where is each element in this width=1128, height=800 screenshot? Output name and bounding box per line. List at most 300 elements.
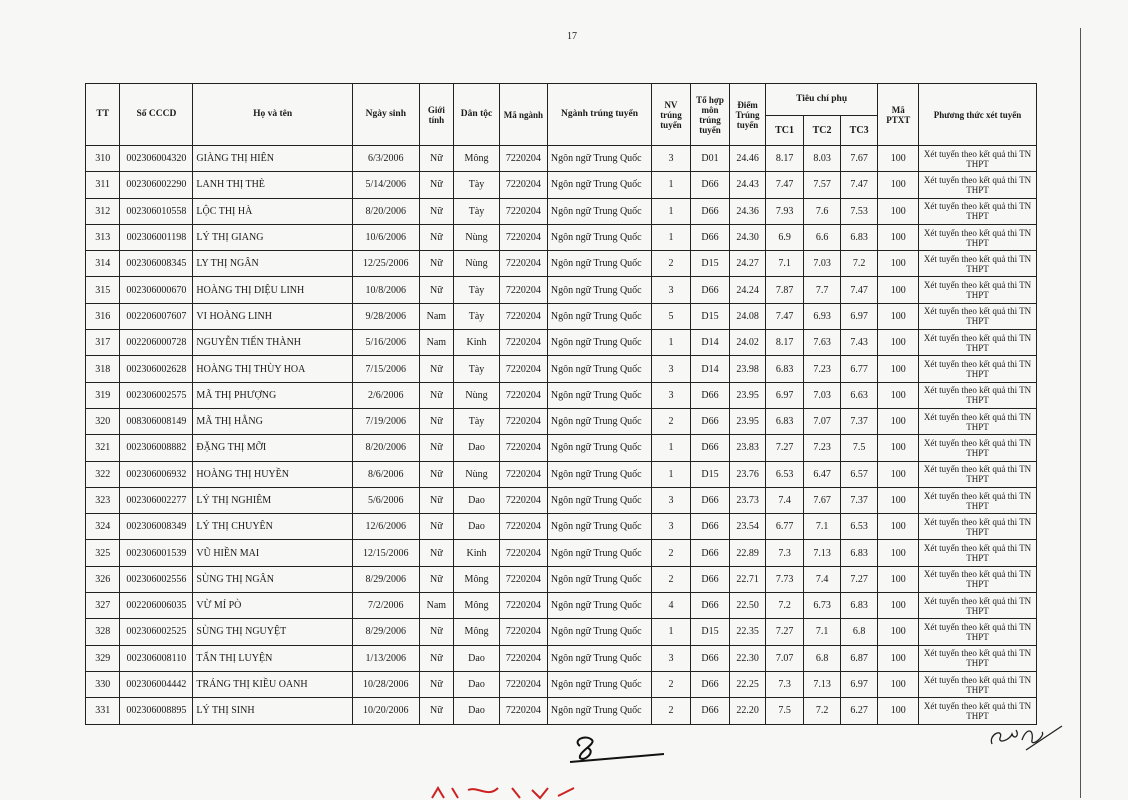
cell-name: HOÀNG THỊ THÙY HOA: [193, 356, 353, 382]
cell-major-code: 7220204: [499, 251, 547, 277]
cell-method: Xét tuyển theo kết quả thi TN THPT: [919, 514, 1037, 540]
cell-cccd: 002306008345: [120, 251, 193, 277]
cell-dob: 10/28/2006: [352, 671, 419, 697]
cell-combo: D66: [690, 277, 730, 303]
cell-method: Xét tuyển theo kết quả thi TN THPT: [919, 146, 1037, 172]
cell-score: 22.89: [730, 540, 765, 566]
cell-method: Xét tuyển theo kết quả thi TN THPT: [919, 540, 1037, 566]
cell-dob: 10/8/2006: [352, 277, 419, 303]
cell-tc3: 7.27: [840, 566, 878, 592]
cell-ethnicity: Dao: [454, 435, 500, 461]
cell-dob: 2/6/2006: [352, 382, 419, 408]
cell-tt: 311: [86, 172, 120, 198]
cell-tc2: 8.03: [804, 146, 840, 172]
cell-ethnicity: Kinh: [454, 540, 500, 566]
cell-major-code: 7220204: [499, 593, 547, 619]
header-combo: Tổ hợp môn trúng tuyển: [690, 84, 730, 146]
cell-major: Ngôn ngữ Trung Quốc: [547, 198, 651, 224]
cell-combo: D66: [690, 671, 730, 697]
cell-tc2: 7.13: [804, 671, 840, 697]
cell-tc2: 7.67: [804, 487, 840, 513]
cell-gender: Nữ: [419, 435, 453, 461]
cell-dob: 5/14/2006: [352, 172, 419, 198]
cell-ptxt: 100: [878, 487, 919, 513]
cell-score: 24.27: [730, 251, 765, 277]
cell-combo: D66: [690, 645, 730, 671]
table-row: [86, 593, 1037, 619]
table-row: [86, 198, 1037, 224]
cell-score: 22.71: [730, 566, 765, 592]
cell-major: Ngôn ngữ Trung Quốc: [547, 619, 651, 645]
cell-gender: Nữ: [419, 671, 453, 697]
cell-tt: 324: [86, 514, 120, 540]
header-score: Điểm Trúng tuyển: [730, 84, 765, 146]
cell-name: SÙNG THỊ NGÂN: [193, 566, 353, 592]
cell-ptxt: 100: [878, 593, 919, 619]
table-row: [86, 382, 1037, 408]
table-row: [86, 172, 1037, 198]
cell-cccd: 002306008349: [120, 514, 193, 540]
cell-tc3: 6.8: [840, 619, 878, 645]
cell-tc3: 6.27: [840, 698, 878, 724]
cell-major-code: 7220204: [499, 146, 547, 172]
cell-dob: 5/6/2006: [352, 487, 419, 513]
cell-major: Ngôn ngữ Trung Quốc: [547, 330, 651, 356]
cell-ptxt: 100: [878, 277, 919, 303]
cell-gender: Nữ: [419, 487, 453, 513]
cell-ethnicity: Nùng: [454, 224, 500, 250]
cell-ethnicity: Nùng: [454, 382, 500, 408]
cell-tc3: 6.97: [840, 671, 878, 697]
cell-ptxt: 100: [878, 146, 919, 172]
cell-tc3: 7.47: [840, 172, 878, 198]
cell-cccd: 002306001198: [120, 224, 193, 250]
cell-combo: D66: [690, 382, 730, 408]
cell-ptxt: 100: [878, 224, 919, 250]
cell-dob: 8/20/2006: [352, 435, 419, 461]
cell-major-code: 7220204: [499, 566, 547, 592]
cell-name: ĐẶNG THỊ MỠI: [193, 435, 353, 461]
cell-nv: 3: [652, 146, 691, 172]
cell-method: Xét tuyển theo kết quả thi TN THPT: [919, 645, 1037, 671]
cell-gender: Nữ: [419, 356, 453, 382]
cell-tc2: 7.6: [804, 198, 840, 224]
cell-method: Xét tuyển theo kết quả thi TN THPT: [919, 461, 1037, 487]
cell-tt: 321: [86, 435, 120, 461]
header-ptxt: Mã PTXT: [878, 84, 919, 146]
cell-cccd: 002306008882: [120, 435, 193, 461]
cell-ptxt: 100: [878, 408, 919, 434]
table-row: [86, 671, 1037, 697]
table-row: [86, 435, 1037, 461]
table-row: [86, 224, 1037, 250]
cell-major-code: 7220204: [499, 540, 547, 566]
cell-tc1: 6.83: [765, 356, 804, 382]
cell-nv: 1: [652, 619, 691, 645]
cell-tc1: 6.53: [765, 461, 804, 487]
cell-tt: 328: [86, 619, 120, 645]
cell-tc2: 7.07: [804, 408, 840, 434]
cell-major-code: 7220204: [499, 698, 547, 724]
cell-ptxt: 100: [878, 330, 919, 356]
cell-major-code: 7220204: [499, 198, 547, 224]
cell-tt: 323: [86, 487, 120, 513]
cell-score: 23.83: [730, 435, 765, 461]
cell-major: Ngôn ngữ Trung Quốc: [547, 277, 651, 303]
cell-name: VŨ HIỀN MAI: [193, 540, 353, 566]
cell-major: Ngôn ngữ Trung Quốc: [547, 540, 651, 566]
cell-dob: 12/15/2006: [352, 540, 419, 566]
table-row: [86, 698, 1037, 724]
cell-cccd: 002206007607: [120, 303, 193, 329]
cell-nv: 3: [652, 356, 691, 382]
cell-ethnicity: Dao: [454, 671, 500, 697]
cell-nv: 1: [652, 172, 691, 198]
cell-tc3: 6.63: [840, 382, 878, 408]
cell-combo: D66: [690, 172, 730, 198]
signature-mark: [566, 732, 666, 766]
cell-tc3: 7.37: [840, 487, 878, 513]
cell-method: Xét tuyển theo kết quả thi TN THPT: [919, 330, 1037, 356]
cell-method: Xét tuyển theo kết quả thi TN THPT: [919, 408, 1037, 434]
cell-gender: Nữ: [419, 566, 453, 592]
table-row: [86, 540, 1037, 566]
cell-tc1: 6.9: [765, 224, 804, 250]
cell-score: 23.95: [730, 382, 765, 408]
cell-combo: D66: [690, 224, 730, 250]
table-row: [86, 408, 1037, 434]
cell-score: 24.36: [730, 198, 765, 224]
cell-nv: 1: [652, 461, 691, 487]
cell-tt: 318: [86, 356, 120, 382]
cell-cccd: 002306002556: [120, 566, 193, 592]
cell-cccd: 002306002628: [120, 356, 193, 382]
cell-cccd: 002306002525: [120, 619, 193, 645]
cell-score: 23.73: [730, 487, 765, 513]
header-method: Phương thức xét tuyển: [919, 84, 1037, 146]
cell-combo: D14: [690, 356, 730, 382]
cell-cccd: 002306002290: [120, 172, 193, 198]
cell-tc1: 7.3: [765, 671, 804, 697]
cell-major-code: 7220204: [499, 514, 547, 540]
header-ethnicity: Dân tộc: [454, 84, 500, 146]
cell-gender: Nữ: [419, 645, 453, 671]
cell-tt: 330: [86, 671, 120, 697]
cell-ethnicity: Tày: [454, 172, 500, 198]
cell-method: Xét tuyển theo kết quả thi TN THPT: [919, 671, 1037, 697]
cell-tc3: 6.87: [840, 645, 878, 671]
cell-dob: 12/25/2006: [352, 251, 419, 277]
cell-ptxt: 100: [878, 645, 919, 671]
cell-nv: 1: [652, 330, 691, 356]
cell-combo: D15: [690, 251, 730, 277]
cell-ptxt: 100: [878, 435, 919, 461]
cell-tt: 317: [86, 330, 120, 356]
cell-major: Ngôn ngữ Trung Quốc: [547, 356, 651, 382]
cell-name: VI HOÀNG LINH: [193, 303, 353, 329]
cell-score: 22.35: [730, 619, 765, 645]
table-row: [86, 619, 1037, 645]
cell-major-code: 7220204: [499, 461, 547, 487]
cell-nv: 1: [652, 435, 691, 461]
cell-major: Ngôn ngữ Trung Quốc: [547, 146, 651, 172]
table-row: [86, 146, 1037, 172]
cell-score: 23.54: [730, 514, 765, 540]
cell-tc3: 7.37: [840, 408, 878, 434]
cell-tc2: 7.57: [804, 172, 840, 198]
table-body: [86, 146, 1037, 725]
cell-tc2: 6.8: [804, 645, 840, 671]
cell-combo: D01: [690, 146, 730, 172]
cell-tc3: 7.5: [840, 435, 878, 461]
cell-dob: 12/6/2006: [352, 514, 419, 540]
cell-cccd: 002306002277: [120, 487, 193, 513]
cell-method: Xét tuyển theo kết quả thi TN THPT: [919, 277, 1037, 303]
cell-name: LÝ THỊ NGHIÊM: [193, 487, 353, 513]
cell-nv: 3: [652, 277, 691, 303]
cell-dob: 10/6/2006: [352, 224, 419, 250]
cell-cccd: 002306004442: [120, 671, 193, 697]
cell-gender: Nữ: [419, 619, 453, 645]
cell-tt: 320: [86, 408, 120, 434]
cell-tc2: 7.23: [804, 356, 840, 382]
cell-tc3: 6.83: [840, 593, 878, 619]
cell-tc1: 6.97: [765, 382, 804, 408]
cell-tc3: 6.53: [840, 514, 878, 540]
header-tc3: TC3: [840, 116, 878, 146]
cell-name: LỘC THỊ HÀ: [193, 198, 353, 224]
table-row: [86, 277, 1037, 303]
cell-combo: D66: [690, 487, 730, 513]
cell-score: 24.24: [730, 277, 765, 303]
cell-major: Ngôn ngữ Trung Quốc: [547, 251, 651, 277]
initials-signature: [986, 714, 1066, 754]
cell-combo: D15: [690, 619, 730, 645]
cell-dob: 10/20/2006: [352, 698, 419, 724]
cell-tc2: 7.1: [804, 514, 840, 540]
cell-tc2: 7.23: [804, 435, 840, 461]
table-row: [86, 330, 1037, 356]
cell-major-code: 7220204: [499, 172, 547, 198]
cell-method: Xét tuyển theo kết quả thi TN THPT: [919, 435, 1037, 461]
cell-ptxt: 100: [878, 356, 919, 382]
cell-ethnicity: Tày: [454, 356, 500, 382]
cell-combo: D66: [690, 593, 730, 619]
cell-name: HOÀNG THỊ HUYỀN: [193, 461, 353, 487]
cell-gender: Nữ: [419, 198, 453, 224]
cell-cccd: 002206006035: [120, 593, 193, 619]
cell-major-code: 7220204: [499, 382, 547, 408]
cell-name: TRÁNG THỊ KIỀU OANH: [193, 671, 353, 697]
cell-name: SÙNG THỊ NGUYỆT: [193, 619, 353, 645]
cell-method: Xét tuyển theo kết quả thi TN THPT: [919, 698, 1037, 724]
cell-ethnicity: Nùng: [454, 251, 500, 277]
cell-tc2: 7.7: [804, 277, 840, 303]
cell-method: Xét tuyển theo kết quả thi TN THPT: [919, 172, 1037, 198]
cell-score: 24.46: [730, 146, 765, 172]
cell-ptxt: 100: [878, 382, 919, 408]
cell-ptxt: 100: [878, 671, 919, 697]
cell-name: MÃ THỊ HẰNG: [193, 408, 353, 434]
cell-tc2: 7.03: [804, 382, 840, 408]
cell-tc1: 7.93: [765, 198, 804, 224]
cell-ethnicity: Tày: [454, 408, 500, 434]
cell-gender: Nam: [419, 330, 453, 356]
cell-score: 24.30: [730, 224, 765, 250]
cell-tc2: 6.73: [804, 593, 840, 619]
cell-tt: 313: [86, 224, 120, 250]
cell-major-code: 7220204: [499, 487, 547, 513]
cell-dob: 8/29/2006: [352, 619, 419, 645]
cell-combo: D66: [690, 698, 730, 724]
cell-cccd: 002306008110: [120, 645, 193, 671]
cell-nv: 2: [652, 251, 691, 277]
cell-gender: Nữ: [419, 224, 453, 250]
cell-ethnicity: Tày: [454, 198, 500, 224]
cell-ptxt: 100: [878, 619, 919, 645]
cell-combo: D14: [690, 330, 730, 356]
header-major: Ngành trúng tuyển: [547, 84, 651, 146]
cell-combo: D66: [690, 514, 730, 540]
red-stamp-edge: [428, 784, 588, 800]
cell-major-code: 7220204: [499, 671, 547, 697]
cell-dob: 7/15/2006: [352, 356, 419, 382]
cell-major: Ngôn ngữ Trung Quốc: [547, 514, 651, 540]
cell-score: 24.08: [730, 303, 765, 329]
admission-results-table: [85, 83, 1037, 725]
cell-tc1: 7.5: [765, 698, 804, 724]
cell-tc1: 7.47: [765, 303, 804, 329]
cell-nv: 2: [652, 566, 691, 592]
cell-gender: Nữ: [419, 540, 453, 566]
cell-ptxt: 100: [878, 198, 919, 224]
cell-major-code: 7220204: [499, 645, 547, 671]
cell-nv: 2: [652, 698, 691, 724]
cell-ptxt: 100: [878, 540, 919, 566]
cell-gender: Nam: [419, 303, 453, 329]
cell-gender: Nam: [419, 593, 453, 619]
cell-dob: 7/2/2006: [352, 593, 419, 619]
cell-ethnicity: Nùng: [454, 461, 500, 487]
header-dob: Ngày sinh: [352, 84, 419, 146]
cell-tc1: 8.17: [765, 146, 804, 172]
cell-tc2: 6.93: [804, 303, 840, 329]
cell-cccd: 002206000728: [120, 330, 193, 356]
cell-dob: 9/28/2006: [352, 303, 419, 329]
table-row: [86, 356, 1037, 382]
cell-gender: Nữ: [419, 251, 453, 277]
table-row: [86, 487, 1037, 513]
cell-dob: 8/6/2006: [352, 461, 419, 487]
header-tc1: TC1: [765, 116, 804, 146]
cell-nv: 1: [652, 198, 691, 224]
cell-score: 23.76: [730, 461, 765, 487]
cell-tc2: 7.2: [804, 698, 840, 724]
cell-score: 22.20: [730, 698, 765, 724]
cell-tc2: 7.1: [804, 619, 840, 645]
cell-combo: D66: [690, 435, 730, 461]
cell-tc1: 7.27: [765, 619, 804, 645]
cell-major: Ngôn ngữ Trung Quốc: [547, 382, 651, 408]
header-cccd: Số CCCD: [120, 84, 193, 146]
cell-combo: D66: [690, 540, 730, 566]
cell-ptxt: 100: [878, 566, 919, 592]
cell-name: TẨN THỊ LUYỆN: [193, 645, 353, 671]
cell-cccd: 002306006932: [120, 461, 193, 487]
cell-dob: 1/13/2006: [352, 645, 419, 671]
cell-name: LY THỊ NGÂN: [193, 251, 353, 277]
cell-name: GIÀNG THỊ HIÊN: [193, 146, 353, 172]
cell-dob: 8/29/2006: [352, 566, 419, 592]
cell-dob: 5/16/2006: [352, 330, 419, 356]
table-row: [86, 566, 1037, 592]
cell-method: Xét tuyển theo kết quả thi TN THPT: [919, 487, 1037, 513]
cell-method: Xét tuyển theo kết quả thi TN THPT: [919, 303, 1037, 329]
cell-nv: 1: [652, 224, 691, 250]
cell-tc1: 7.1: [765, 251, 804, 277]
cell-cccd: 008306008149: [120, 408, 193, 434]
cell-method: Xét tuyển theo kết quả thi TN THPT: [919, 566, 1037, 592]
cell-tc3: 7.67: [840, 146, 878, 172]
cell-tt: 326: [86, 566, 120, 592]
cell-combo: D66: [690, 566, 730, 592]
cell-tc1: 7.07: [765, 645, 804, 671]
cell-tc3: 6.83: [840, 224, 878, 250]
cell-gender: Nữ: [419, 514, 453, 540]
cell-ethnicity: Mông: [454, 593, 500, 619]
cell-major-code: 7220204: [499, 356, 547, 382]
cell-method: Xét tuyển theo kết quả thi TN THPT: [919, 356, 1037, 382]
cell-nv: 2: [652, 540, 691, 566]
cell-nv: 3: [652, 645, 691, 671]
cell-tc1: 8.17: [765, 330, 804, 356]
cell-tc3: 7.47: [840, 277, 878, 303]
table-row: [86, 645, 1037, 671]
table-row: [86, 461, 1037, 487]
cell-score: 22.50: [730, 593, 765, 619]
cell-tc1: 6.83: [765, 408, 804, 434]
cell-method: Xét tuyển theo kết quả thi TN THPT: [919, 224, 1037, 250]
cell-tc1: 7.73: [765, 566, 804, 592]
cell-ethnicity: Dao: [454, 514, 500, 540]
cell-name: MÃ THỊ PHƯỢNG: [193, 382, 353, 408]
header-name: Họ và tên: [193, 84, 353, 146]
cell-gender: Nữ: [419, 146, 453, 172]
cell-ethnicity: Tày: [454, 303, 500, 329]
cell-nv: 2: [652, 408, 691, 434]
cell-tc1: 7.3: [765, 540, 804, 566]
cell-major-code: 7220204: [499, 330, 547, 356]
cell-dob: 8/20/2006: [352, 198, 419, 224]
cell-nv: 2: [652, 671, 691, 697]
cell-dob: 6/3/2006: [352, 146, 419, 172]
table-row: [86, 303, 1037, 329]
header-criteria: Tiêu chí phụ: [765, 84, 878, 116]
cell-tc3: 6.57: [840, 461, 878, 487]
cell-ethnicity: Mông: [454, 146, 500, 172]
cell-major: Ngôn ngữ Trung Quốc: [547, 671, 651, 697]
table-row: [86, 514, 1037, 540]
cell-major: Ngôn ngữ Trung Quốc: [547, 435, 651, 461]
cell-ethnicity: Mông: [454, 619, 500, 645]
cell-major: Ngôn ngữ Trung Quốc: [547, 408, 651, 434]
cell-major-code: 7220204: [499, 408, 547, 434]
cell-tc2: 7.63: [804, 330, 840, 356]
cell-score: 24.43: [730, 172, 765, 198]
cell-major-code: 7220204: [499, 303, 547, 329]
cell-ptxt: 100: [878, 172, 919, 198]
cell-combo: D66: [690, 198, 730, 224]
